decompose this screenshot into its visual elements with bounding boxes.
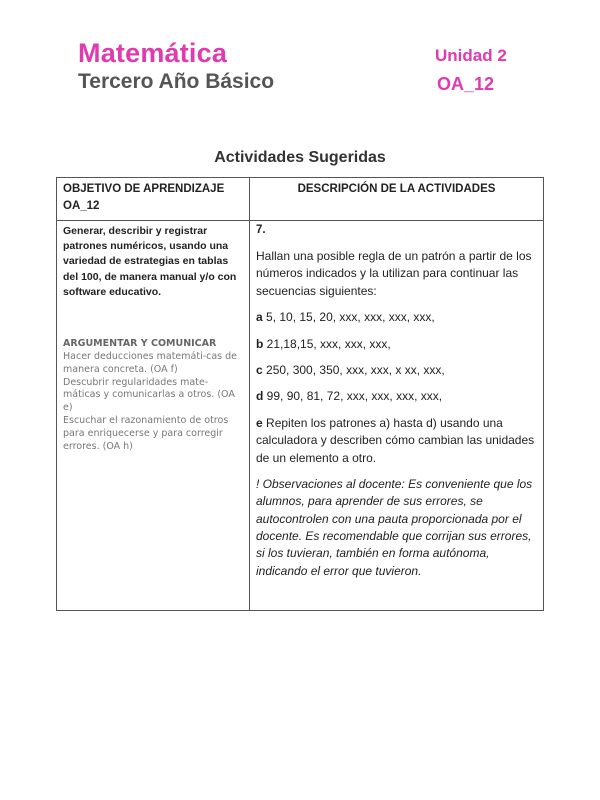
item-text: 250, 300, 350, xxx, xxx, x xx, xxx, (262, 362, 445, 377)
description-cell (250, 221, 544, 611)
item-letter: a (256, 310, 263, 325)
list-item (256, 336, 537, 353)
list-item (256, 388, 537, 405)
item-text: 5, 10, 15, 20, xxx, xxx, xxx, xxx, (262, 310, 435, 325)
list-item (256, 309, 537, 326)
objective-header-label: OBJETIVO DE APRENDIZAJE (63, 183, 225, 195)
item-letter: d (256, 389, 264, 404)
list-item (256, 362, 537, 379)
objective-header-code: OA_12 (63, 199, 100, 212)
skill-item: Escuchar el razonamiento de otros para enriquecerse y para corregir errores. (OA h) (63, 414, 229, 452)
section-title: Actividades Sugeridas (214, 149, 386, 166)
unit-label: Unidad 2 (435, 46, 507, 65)
objective-cell (57, 221, 250, 611)
description-header-cell (250, 178, 544, 221)
oa-label: OA_12 (437, 74, 495, 94)
objective-header-cell (57, 178, 250, 221)
item-text: 21,18,15, xxx, xxx, xxx, (263, 336, 391, 351)
table-row (57, 221, 544, 611)
skill-item: Descubrir regularidades mate-máticas y comunicarlas a otros. (OA e) (63, 376, 235, 414)
activity-intro: Hallan una posible regla de un patrón a partir de los números indicados y la utilizan para continuar las secuencias siguientes: (256, 249, 532, 298)
skills-box (63, 338, 243, 453)
document-title: Matemática (78, 38, 228, 68)
item-letter: b (256, 336, 264, 351)
table-header-row (57, 178, 544, 221)
activity-number: 7. (256, 224, 266, 236)
skill-item: Hacer deducciones matemáti-cas de manera concreta. (OA f) (63, 350, 238, 375)
item-text: 99, 90, 81, 72, xxx, xxx, xxx, xxx, (263, 389, 443, 404)
description-header-label: DESCRIPCIÓN DE LA ACTIVIDADES (297, 183, 496, 195)
activities-table (56, 177, 544, 611)
list-item (256, 415, 537, 467)
skills-title: ARGUMENTAR Y COMUNICAR (63, 338, 217, 350)
objective-text: Generar, describir y registrar patrones numéricos, usando una variedad de estrategias en tablas del 100, de manera manual y/o con software educativo. (63, 225, 237, 298)
grade-subtitle: Tercero Año Básico (78, 70, 275, 93)
item-text: Repiten los patrones a) hasta d) usando una calculadora y describen cómo cambian las unidades de un elemento a otro. (256, 415, 535, 465)
item-letter: c (256, 362, 263, 377)
item-letter: e (256, 415, 263, 430)
teacher-note: ! Observaciones al docente: Es conveniente que los alumnos, para aprender de sus errores, se autocontrolen con una pauta proporcionada por el docente. Es recomendable que corrijan sus errores, si los tuvieran, también en forma autónoma, indicando el error que tuvieron. (256, 476, 533, 578)
